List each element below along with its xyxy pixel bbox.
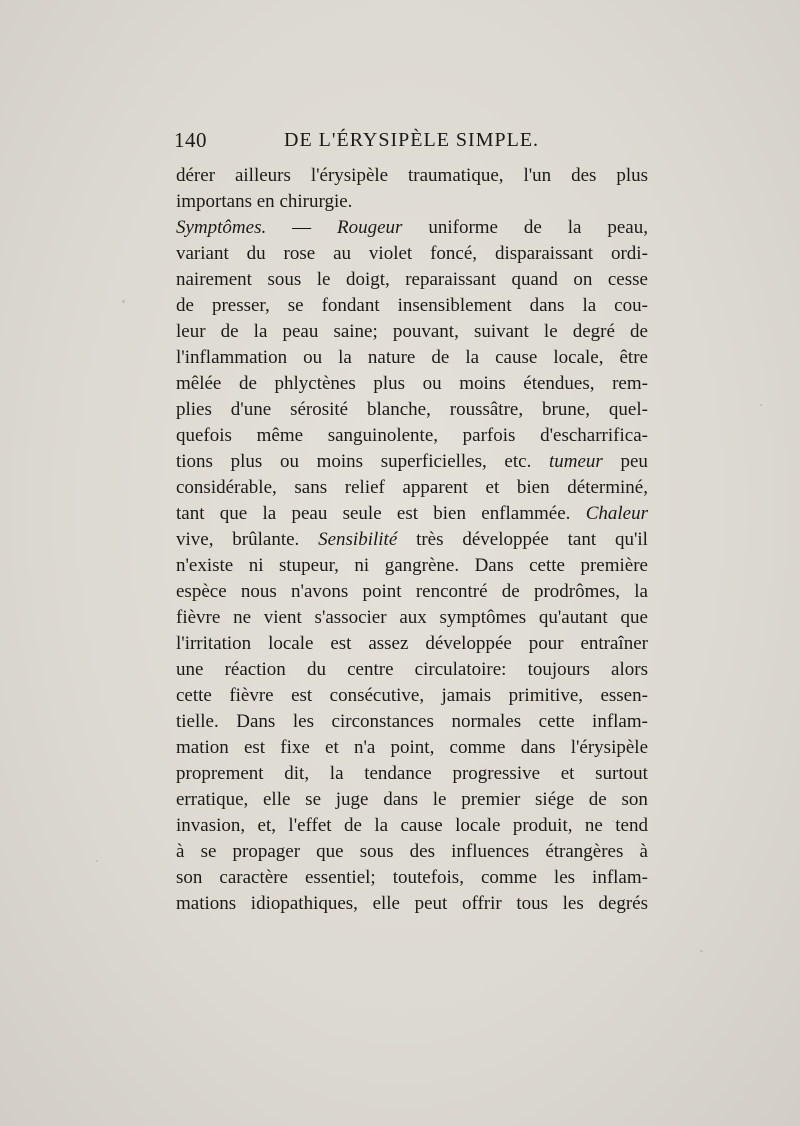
text-line: proprement dit, la tendance progressive et surtout (176, 763, 648, 784)
text-line: l'irritation locale est assez développée pour entraîner (176, 633, 648, 654)
text-line: mêlée de phlyctènes plus ou moins étendues, rem- (176, 373, 648, 394)
text-line: tielle. Dans les circonstances normales cette inflam- (176, 711, 648, 732)
text-line: fièvre ne vient s'associer aux symptômes qu'autant que (176, 607, 648, 628)
page-header (174, 128, 654, 158)
text-line: vive, brûlante. Sensibilité très développée tant qu'il (176, 529, 648, 550)
paper-speck (122, 300, 125, 303)
text-line: l'inflammation ou la nature de la cause locale, être (176, 347, 648, 368)
paper-speck (96, 860, 98, 862)
running-title: DE L'ÉRYSIPÈLE SIMPLE. (284, 129, 540, 151)
text-line: une réaction du centre circulatoire: toujours alors (176, 659, 648, 680)
text-line: tions plus ou moins superficielles, etc. tumeur peu (176, 451, 648, 472)
text-line: erratique, elle se juge dans le premier siége de son (176, 789, 648, 810)
paper-speck (760, 404, 762, 406)
text-line: tant que la peau seule est bien enflammée. Chaleur (176, 503, 648, 524)
text-line: nairement sous le doigt, reparaissant quand on cesse (176, 269, 648, 290)
body-text (176, 163, 648, 917)
paper-speck (700, 950, 703, 952)
text-line: invasion, et, l'effet de la cause locale produit, ne tend (176, 815, 648, 836)
text-line: de presser, se fondant insensiblement dans la cou- (176, 295, 648, 316)
text-line: n'existe ni stupeur, ni gangrène. Dans cette première (176, 555, 648, 576)
text-line: mation est fixe et n'a point, comme dans l'érysipèle (176, 737, 648, 758)
text-line: considérable, sans relief apparent et bien déterminé, (176, 477, 648, 498)
text-line: leur de la peau saine; pouvant, suivant le degré de (176, 321, 648, 342)
page-number: 140 (174, 128, 207, 152)
text-line: cette fièvre est consécutive, jamais primitive, essen- (176, 685, 648, 706)
text-line: dérer ailleurs l'érysipèle traumatique, l'un des plus (176, 165, 648, 186)
text-line: quefois même sanguinolente, parfois d'escharrifica- (176, 425, 648, 446)
text-line: plies d'une sérosité blanche, roussâtre, brune, quel- (176, 399, 648, 420)
text-line: importans en chirurgie. (176, 191, 353, 212)
text-line: Symptômes. — Rougeur uniforme de la peau, (176, 217, 648, 238)
text-line: son caractère essentiel; toutefois, comme les inflam- (176, 867, 648, 888)
text-line: mations idiopathiques, elle peut offrir tous les degrés (176, 893, 648, 914)
text-line: variant du rose au violet foncé, disparaissant ordi- (176, 243, 648, 264)
text-line: espèce nous n'avons point rencontré de prodrômes, la (176, 581, 648, 602)
text-line: à se propager que sous des influences étrangères à (176, 841, 648, 862)
